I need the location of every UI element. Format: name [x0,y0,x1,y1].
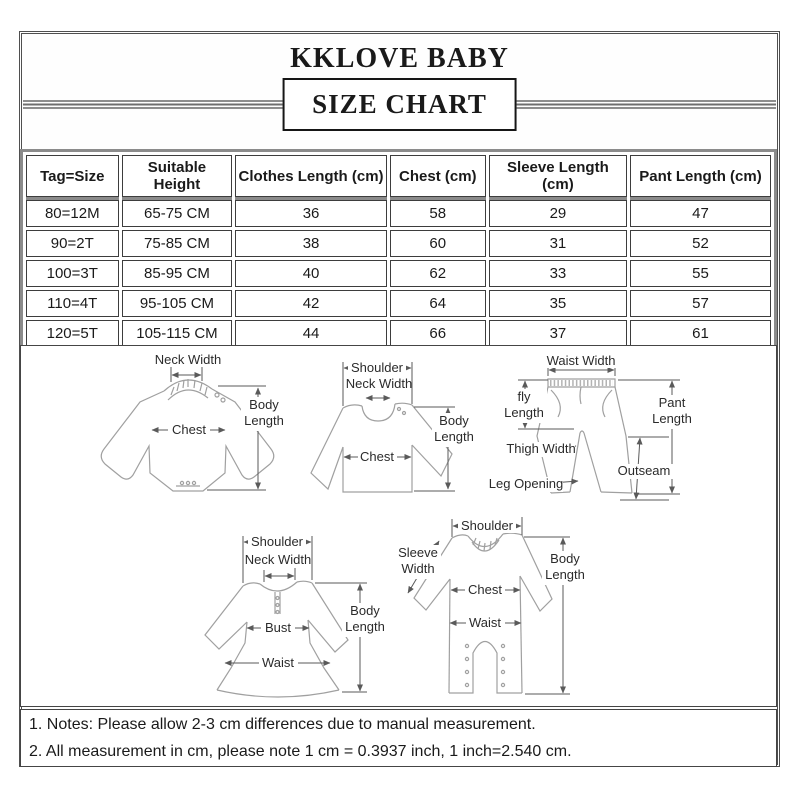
table-cell: 36 [235,200,386,227]
bodysuit-diagram [101,352,288,491]
table-cell: 58 [390,200,486,227]
tshirt-shoulder-label: Shoulder [350,360,404,375]
table-cell: 85-95 CM [122,260,233,287]
table-cell: 42 [235,290,386,317]
romper-waist-label: Waist [468,615,502,630]
measurement-diagrams [21,346,776,706]
bodysuit-body-length-label: Body Length [244,397,284,428]
diagrams-panel [20,345,777,707]
size-chart-title-box [282,78,517,131]
table-cell: 31 [489,230,627,257]
bodysuit-neck-width-label: Neck Width [154,352,222,367]
table-cell: 61 [630,320,771,347]
pants-pant-length-label: Pant Length [652,395,692,426]
column-header-sleeve-length: Sleeve Length (cm) [489,155,627,197]
tshirt-diagram [311,360,477,492]
table-cell: 38 [235,230,386,257]
table-cell: 44 [235,320,386,347]
romper-diagram [395,517,588,694]
table-cell: 29 [489,200,627,227]
table-cell: 62 [390,260,486,287]
tshirt-neck-width-label: Neck Width [345,376,413,391]
table-cell: 65-75 CM [122,200,233,227]
romper-sleeve-width-label: Sleeve Width [398,545,438,576]
table-row [26,230,771,257]
pants-outseam-label: Outseam [617,463,671,478]
table-cell: 110=4T [26,290,119,317]
table-cell: 80=12M [26,200,119,227]
pants-fly-length-label: fly Length [504,389,544,420]
table-row [26,260,771,287]
pants-leg-opening-label: Leg Opening [488,476,564,491]
pants-thigh-width-label: Thigh Width [506,441,576,456]
dress-neck-width-label: Neck Width [244,552,312,567]
tshirt-outline [311,403,452,492]
table-header-row [26,155,771,197]
dress-waist-label: Waist [261,655,295,670]
size-table [20,149,777,353]
table-cell: 35 [489,290,627,317]
notes-box [20,709,777,767]
romper-chest-label: Chest [468,582,502,597]
tshirt-body-length-label: Body Length [434,413,474,444]
pants-diagram [489,353,696,500]
column-header-pant-length: Pant Length (cm) [630,155,771,197]
table-cell: 100=3T [26,260,119,287]
romper-body-length-label: Body Length [545,551,585,582]
table-cell: 90=2T [26,230,119,257]
column-header-clothes-length: Clothes Length (cm) [235,155,386,197]
table-row [26,200,771,227]
bodysuit-chest-label: Chest [172,422,206,437]
table-cell: 40 [235,260,386,287]
size-chart-title: SIZE CHART [312,89,487,119]
tshirt-chest-label: Chest [360,449,394,464]
dress-bust-label: Bust [264,620,292,635]
table-cell: 37 [489,320,627,347]
note-line-2: 2. All measurement in cm, please note 1 cm = 0.3937 inch, 1 inch=2.540 cm. [29,743,572,760]
column-header-chest: Chest (cm) [390,155,486,197]
romper-shoulder-label: Shoulder [460,518,514,533]
table-row [26,320,771,347]
column-header-suitable-height: Suitable Height [122,155,233,197]
table-cell: 57 [630,290,771,317]
table-cell: 66 [390,320,486,347]
table-cell: 105-115 CM [122,320,233,347]
dress-diagram [205,534,388,697]
table-cell: 64 [390,290,486,317]
table-row [26,290,771,317]
pants-waist-width-label: Waist Width [546,353,616,368]
table-cell: 52 [630,230,771,257]
table-cell: 47 [630,200,771,227]
table-cell: 75-85 CM [122,230,233,257]
table-cell: 120=5T [26,320,119,347]
table-cell: 33 [489,260,627,287]
table-cell: 60 [390,230,486,257]
table-cell: 55 [630,260,771,287]
dress-body-length-label: Body Length [345,603,385,634]
dress-shoulder-label: Shoulder [250,534,304,549]
dress-outline [205,581,348,697]
table-cell: 95-105 CM [122,290,233,317]
column-header-tag-size: Tag=Size [26,155,119,197]
brand-title: KKLOVE BABY [290,43,509,74]
note-line-1: 1. Notes: Please allow 2-3 cm differences due to manual measurement. [29,716,536,733]
